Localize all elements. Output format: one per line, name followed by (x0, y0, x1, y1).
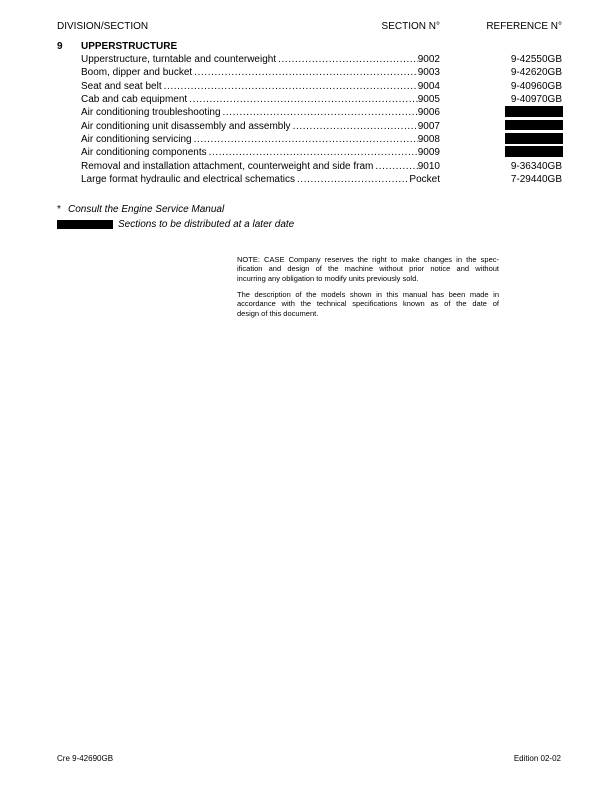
leader-dots (295, 173, 409, 186)
toc-item-label: Cab and cab equipment (81, 94, 188, 106)
toc-item-label: Removal and installation attachment, counterweight and side fram (81, 160, 374, 172)
note-paragraph-2 (237, 290, 499, 318)
toc-item-section: 9010 (417, 160, 440, 172)
toc-item-section: 9002 (417, 54, 440, 65)
leader-dots (291, 120, 418, 133)
toc-row (81, 80, 562, 93)
leader-dots (373, 160, 417, 173)
note-text-line: incurring any obligation to modify units previously sold. (237, 273, 419, 283)
toc-row (81, 173, 562, 186)
leader-dots (207, 146, 418, 159)
toc-row (81, 93, 562, 106)
note-paragraph-1 (237, 255, 499, 283)
footnote-engine-manual (57, 204, 224, 215)
toc-item-section: 9009 (417, 147, 440, 159)
toc-row (81, 120, 562, 133)
leader-dots (192, 133, 418, 146)
toc-item-reference (440, 120, 562, 133)
toc-item-reference (440, 133, 562, 146)
legal-note-block (237, 255, 499, 325)
toc-item-label: Large format hydraulic and electrical schematics (81, 174, 295, 186)
note-text-line: ification and design of the machine without prior notice and without (237, 264, 499, 274)
redaction-bar (505, 120, 563, 131)
toc-item-label: Seat and seat belt (81, 80, 162, 92)
toc-item-reference: 9-36340GB (510, 160, 562, 172)
column-header-division: DIVISION/SECTION (57, 21, 149, 32)
toc-item-section: Pocket (409, 174, 440, 186)
leader-dots (162, 80, 418, 93)
toc-item-reference: 9-40960GB (510, 80, 562, 92)
column-header-reference-number: REFERENCE N° (486, 21, 562, 32)
leader-dots (276, 53, 418, 66)
asterisk-marker: * (57, 204, 61, 215)
table-of-contents (81, 53, 562, 186)
toc-item-section: 9006 (417, 107, 440, 119)
redaction-bar (505, 133, 563, 144)
toc-row (81, 66, 562, 79)
toc-item-section: 9007 (417, 120, 440, 132)
redaction-bar (57, 220, 113, 230)
toc-item-reference (440, 146, 562, 159)
toc-item-reference: 9-40970GB (510, 94, 562, 106)
note-text-line: The description of the models shown in this manual has been made in (237, 290, 499, 300)
footer-document-code: Cre 9-42690GB (57, 754, 114, 763)
toc-row (81, 106, 562, 119)
toc-item-section: 9003 (417, 67, 440, 79)
redaction-bar (505, 106, 563, 117)
leader-dots (221, 106, 418, 119)
column-header-section-number: SECTION N° (381, 21, 440, 32)
table-header-row (57, 21, 562, 33)
toc-item-section: 9008 (417, 134, 440, 146)
toc-row (81, 160, 562, 173)
toc-row (81, 133, 562, 146)
toc-item-label: Air conditioning servicing (81, 134, 192, 146)
footnote-redacted-text: Sections to be distributed at a later date (118, 219, 295, 230)
note-text-line: NOTE: CASE Company reserves the right to make changes in the spec- (237, 255, 499, 264)
toc-item-reference (440, 106, 562, 119)
toc-item-section: 9004 (417, 80, 440, 92)
note-text-line: accordance with the technical specifications known as of the date of (237, 299, 499, 309)
leader-dots (187, 93, 418, 106)
redaction-bar (505, 146, 563, 157)
footnote-redacted-sections (57, 219, 294, 230)
footer-edition: Edition 02-02 (513, 754, 561, 763)
toc-item-section: 9005 (417, 94, 440, 106)
toc-item-label: Boom, dipper and bucket (81, 67, 193, 79)
section-number: 9 (57, 41, 63, 52)
toc-item-label: Air conditioning components (81, 147, 207, 159)
section-title: UPPERSTRUCTURE (81, 41, 178, 52)
toc-item-label: Air conditioning troubleshooting (81, 107, 221, 119)
toc-item-label: Air conditioning unit disassembly and assembly (81, 120, 291, 132)
leader-dots (192, 66, 418, 79)
toc-row (81, 146, 562, 159)
toc-item-label: Upperstructure, turntable and counterweight (81, 54, 277, 65)
footnote-engine-text: Consult the Engine Service Manual (68, 204, 225, 215)
toc-item-reference: 9-42550GB (510, 54, 562, 65)
toc-item-reference: 9-42620GB (510, 67, 562, 79)
toc-row (81, 53, 562, 66)
toc-item-reference: 7-29440GB (510, 174, 562, 186)
note-text-line: design of this document. (237, 308, 319, 318)
